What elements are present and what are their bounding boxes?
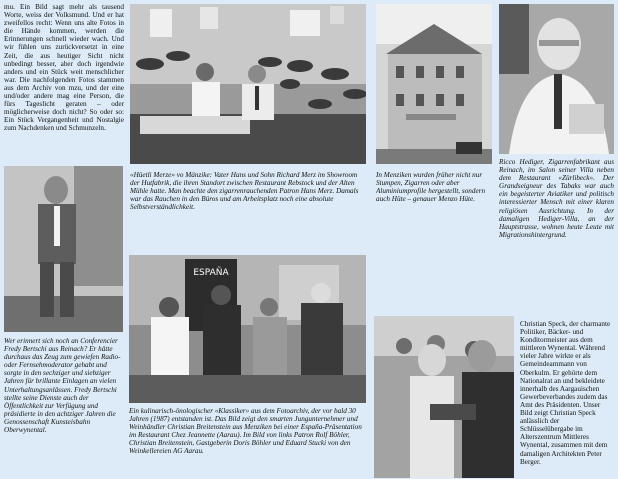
photo-merz-showroom: [130, 4, 366, 164]
caption-menziken: In Menziken wurden früher nicht nur Stumpen, Zigarren oder aber Aluminiumprofile hergestellt, sondern auch Hüte – genauer Menzo Hüte.: [376, 171, 486, 204]
photo-klassiker: [129, 255, 366, 403]
intro-text: mu. Ein Bild sagt mehr als tausend Worte, weiss der Volksmund. Und er hat zweifellos recht: Wenn uns alte Fotos in die Hände kommen, werden die Erinnerungen schnell wieder wach. Und wir fühlen uns zurückversetzt in eine Zeit, die aus heutiger Sicht nicht unbedingt besser, aber doch irgendwie anders und ein Stück weit menschlicher war. Die nachfolgenden Fotos stammen aus dem Archiv von mzu, und der eine und/oder andere mag eine Person, die fürs Tageslicht geraten – oder möglicherweise doch nicht? So oder so: Ein Stück Vergangenheit und Nostalgie zum Nachdenken und Schmunzeln.: [4, 3, 124, 133]
caption-klassiker: Ein kulinarisch-önologischer «Klassiker» aus dem Fotoarchiv, der vor bald 30 Jahren (1987) entstanden ist. Das Bild zeigt den smarten Jungunternehmer und Weinhändler Christian Breitenstein aus Menziken bei einer España-Präsentation im Restaurant Chez Jeannette (Aarau). Im Bild von links Patron Rolf Böhler, Christian Breitenstein, Gastgeberin Doris Böhler und Eduard Stucki von den Weinkellereien AG Aarau.: [129, 407, 362, 456]
caption-bertschi: Wer erinnert sich noch an Conferencier Fredy Bertschi aus Reinach? Er hätte durchaus das Zeug zum gewiefen Radio- oder Fernsehmoderator gehabt und sorgte in den sechziger und siebziger Jahren für brillante Einlagen an vielen Unterhaltungsanlässen. Fredy Bertschi stellte seine Dienste auch der Öffentlichkeit zur Verfügung und präsidierte in den achtziger Jahren die Genossenschaft Kunsteisbahn Oberwynental.: [4, 337, 121, 435]
caption-speck: Christian Speck, der charmante Politiker, Bäcker- und Konditormeister aus dem mittleren Wynental. Während vieler Jahre wirkte er als Gemeindeammann von Oberkulm. Er gehörte dem Nationalrat an und bekleidete innerhalb des Aargauischen Gewerbeverbandes zudem das Amt des Präsidenten. Unser Bild zeigt Christian Speck anlässlich der Schlüsselübergabe im Alterszentrum Mittleres Wynental, zusammen mit dem damaligen Architekten Peter Berger.: [520, 320, 611, 466]
caption-merz: «Hüetli Merze» vo Mänzike: Vater Hans und Sohn Richard Merz im Showroom der Hutfabrik, die ihren Standort zwischen Restaurant Rebstock und der Alten Mühle hatte. Man beachte den zigarrenrauchenden Patron Hans Merz. Damals war das Rauchen in den Büros und am Arbeitsplatz noch eine absolute Selbstverständlichkeit.: [130, 171, 359, 212]
espana-sign-text: ESPAÑA: [193, 268, 229, 278]
photo-bertschi: [4, 166, 123, 332]
photo-menziken-building: [376, 4, 492, 164]
photo-hediger-portrait: [499, 4, 614, 154]
photo-speck: [374, 316, 514, 478]
caption-hediger: Ricco Hediger, Zigarrenfabrikant aus Reinach, im Salon seiner Villa neben dem Restaurant «Zürlibeck». Der Grandseigneur des Tabaks war auch ein begeisterter Aviatiker und politisch interessierter Mensch mit einer klaren religiösen Ausrichtung. In der damaligen Hediger-Villa, an der Hauptstrasse, wohnen heute Leute mit Migrationshintergrund.: [499, 158, 614, 239]
